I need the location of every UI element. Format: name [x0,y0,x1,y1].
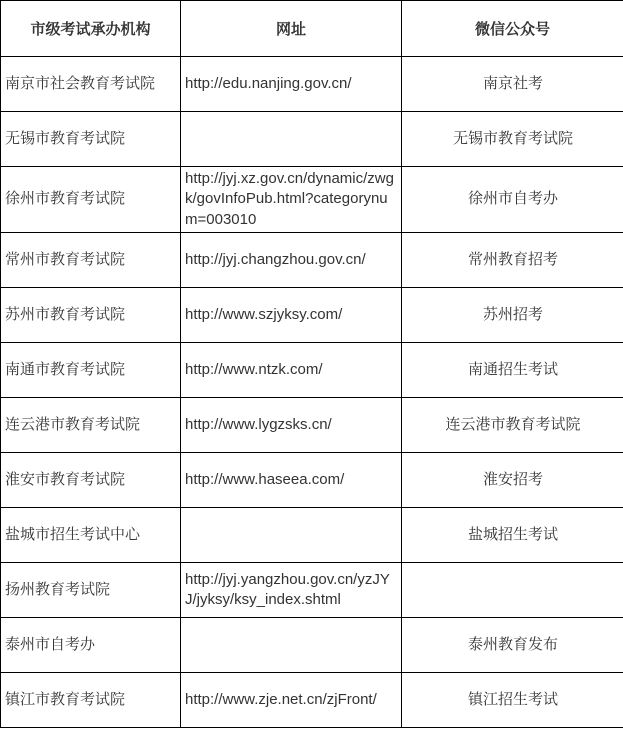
cell-wechat: 镇江招生考试 [402,672,623,727]
table-row [1,397,623,452]
table-row [1,167,623,233]
cell-url: http://jyj.yangzhou.gov.cn/yzJYJ/jyksy/ksy_index.shtml [181,562,402,617]
cell-institution: 淮安市教育考试院 [1,452,181,507]
cell-wechat: 常州教育招考 [402,232,623,287]
table-row [1,57,623,112]
table-row [1,452,623,507]
cell-url: http://www.szjyksy.com/ [181,287,402,342]
table-row [1,112,623,167]
table-row [1,507,623,562]
cell-institution: 连云港市教育考试院 [1,397,181,452]
cell-url [181,112,402,167]
cell-wechat: 泰州教育发布 [402,617,623,672]
table-body [1,57,623,728]
cell-url: http://www.lygzsks.cn/ [181,397,402,452]
table-row [1,232,623,287]
cell-institution: 常州市教育考试院 [1,232,181,287]
cell-url: http://jyj.xz.gov.cn/dynamic/zwgk/govInfoPub.html?categorynum=003010 [181,167,402,233]
cell-url [181,507,402,562]
cell-url: http://www.haseea.com/ [181,452,402,507]
cell-institution: 泰州市自考办 [1,617,181,672]
cell-wechat: 连云港市教育考试院 [402,397,623,452]
cell-wechat [402,562,623,617]
cell-institution: 盐城市招生考试中心 [1,507,181,562]
cell-institution: 南通市教育考试院 [1,342,181,397]
cell-url: http://edu.nanjing.gov.cn/ [181,57,402,112]
table-row [1,672,623,727]
cell-url: http://jyj.changzhou.gov.cn/ [181,232,402,287]
table-row [1,342,623,397]
table-row [1,562,623,617]
header-institution: 市级考试承办机构 [1,1,181,57]
cell-wechat: 盐城招生考试 [402,507,623,562]
header-url: 网址 [181,1,402,57]
cell-institution: 徐州市教育考试院 [1,167,181,233]
table-row [1,287,623,342]
cell-institution: 苏州市教育考试院 [1,287,181,342]
cell-wechat: 苏州招考 [402,287,623,342]
cell-url: http://www.ntzk.com/ [181,342,402,397]
table-row [1,617,623,672]
table-header [1,1,623,57]
cell-url: http://www.zje.net.cn/zjFront/ [181,672,402,727]
header-wechat: 微信公众号 [402,1,623,57]
cell-institution: 镇江市教育考试院 [1,672,181,727]
cell-wechat: 南京社考 [402,57,623,112]
cell-institution: 无锡市教育考试院 [1,112,181,167]
cell-institution: 南京市社会教育考试院 [1,57,181,112]
cell-wechat: 淮安招考 [402,452,623,507]
header-row [1,1,623,57]
cell-wechat: 无锡市教育考试院 [402,112,623,167]
cell-url [181,617,402,672]
cell-institution: 扬州教育考试院 [1,562,181,617]
cell-wechat: 南通招生考试 [402,342,623,397]
cell-wechat: 徐州市自考办 [402,167,623,233]
